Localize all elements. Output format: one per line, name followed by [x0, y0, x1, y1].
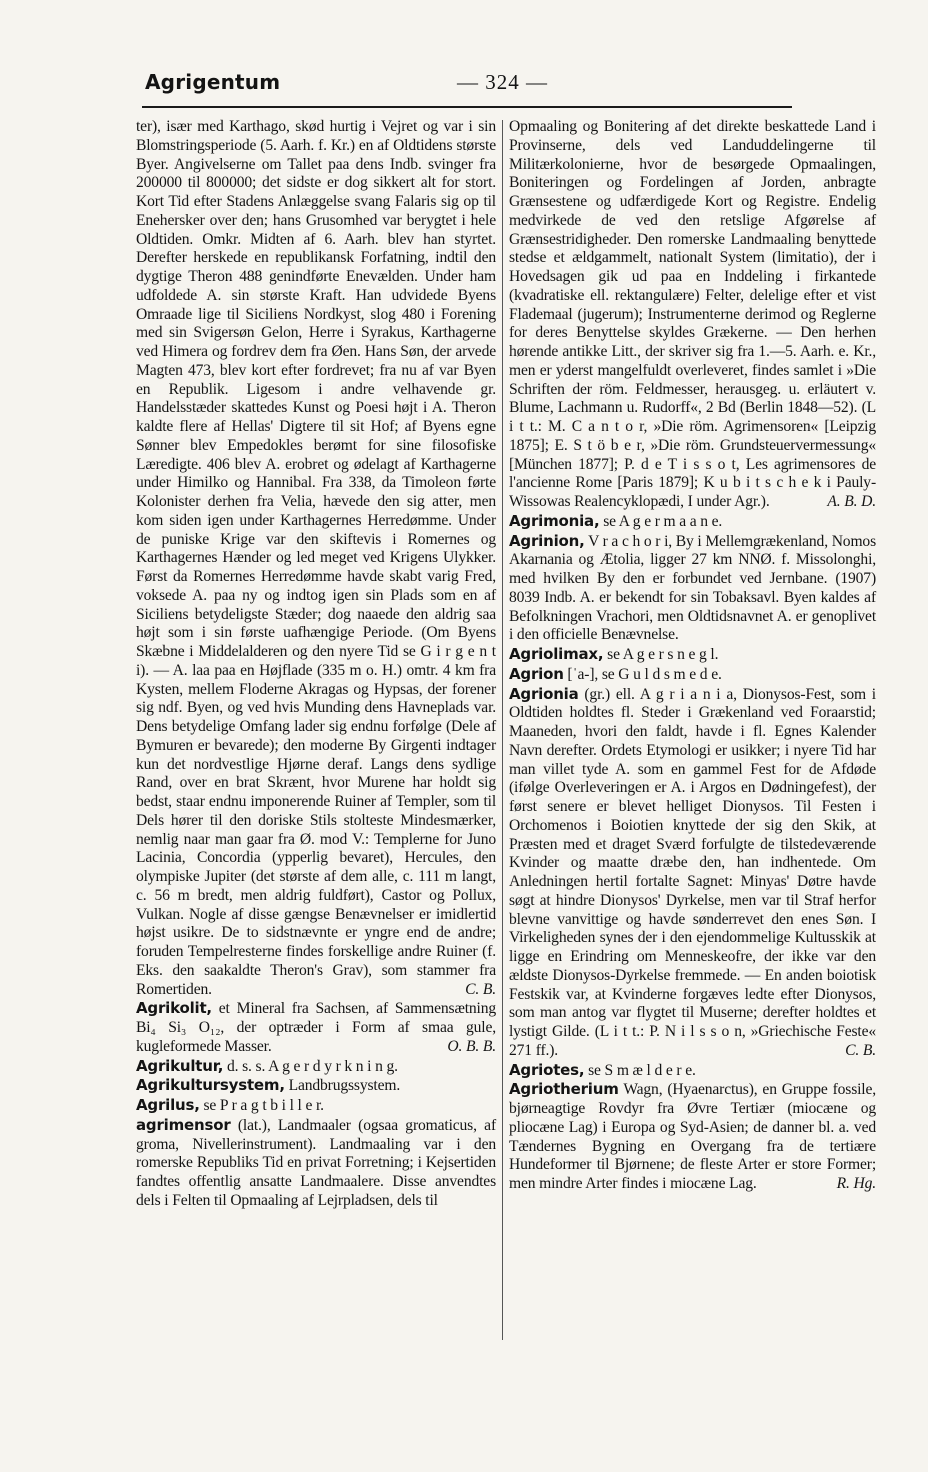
entry-text: [ˈa-], se G u l d s m e d e. [563, 665, 722, 683]
entry-text: et Mineral fra Sachsen, af Sammensætning Bi₄ Si₃ O₁₂, der optræder i Form af smaa gule, kugleformede Masser. [136, 1000, 496, 1055]
entry-text: Landbrugssystem. [284, 1077, 401, 1095]
dictionary-entry [509, 1080, 876, 1194]
entry-headword: Agrion [509, 664, 564, 683]
entry-list [509, 512, 876, 1194]
dictionary-entry [136, 1076, 496, 1096]
dictionary-entry [509, 532, 876, 646]
page-number: — 324 — [457, 70, 548, 94]
dictionary-entry [509, 512, 876, 532]
entry-text: Wagn, (Hyaenarctus), en Gruppe fossile, bjørneagtige Rovdyr fra Øvre Tertiær (miocæne og pliocæne Lag) i Europa og Syd-Asien; de danner bl. a. ved Tændernes Bygning en Overgang fra de tertiære Hundeformer til Bjørnene; de fleste Arter er store Former; men mindre Arter findes i miocæne Lag. [509, 1081, 876, 1192]
running-title: Agrigentum [145, 70, 281, 94]
entry-text: (gr.) ell. A g r i a n i a, Dionysos-Fest, som i Oldtiden holdtes fl. Steder i Grækenland ved Foraarstid; Maaneden, hvori den faldt, havde i fl. Egnes Kalender Navn derefter. Ordets Etymologi er usikker; i nyere Tid har man villet tyde A. som en gammel Fest for de Afdøde (ifølge Overleveringen er A. i Argos en Dødningefest), der først senere er blevet helliget Dionysos. Til Festen i Orchomenos i Boiotien knyttede der sig den Skik, at Præsten med et draget Sværd forfulgte de tilstedeværende Kvinder og maatte dræbe den, han indhentede. Om Anledningen hertil fortalte Sagnet: Minyas' Døtre havde søgt at hindre Dionysos' Dyrkelse, men var til Straf herfor blevne vanvittige og havde sønderrevet den enes Søn. I Virkeligheden synes der i den ejendommelige Kultusskik at ligge en Erindring om Menneskeofre, der ikke var den ældste Dionysos-Dyrkelse fremmede. — En anden boiotisk Festskik var, at Kvinderne forgæves ledte efter Dionysos, som man antog var flygtet til Muserne; derefter holdtes et lystigt Gilde. (L i t t.: P. N i l s s o n, »Griechische Feste« 271 ff.). [509, 685, 876, 1059]
dictionary-entry [136, 999, 496, 1056]
entry-text: V r a c h o r i, By i Mellemgrækenland, Nomos Akarnania og Ætolia, ligger 27 km NNØ. f. Missolonghi, med hvilken By den er forbundet ved Jernbane. (1907) 8039 Indb. A. er bekendt for sin Tobaksavl. Byen kaldes af Befolkningen Vrachori, men Oldtidsnavnet A. er genoplivet i den officielle Benævnelse. [509, 532, 876, 644]
signature: O. B. B. [447, 1037, 496, 1055]
page-header [145, 64, 785, 104]
dictionary-entry [509, 685, 876, 1061]
entry-headword: Agrinion, [509, 531, 585, 550]
dictionary-entry [509, 645, 876, 665]
continuation-text: ter), især med Karthago, skød hurtig i Vejret og var i sin Blomstringsperiode (5. Aarh. f. Kr.) en af Oldtidens største Byer. Angivelserne om Tallet paa dens Indb. svinger fra 200000 til 800000; det sidste er dog sikkert alt for stort. Kort Tid efter Stadens Anlæggelse svang Falaris sig op til Enehersker over den; hans Grusomhed var berygtet i hele Oldtiden. Omkr. Midten af 6. Aarh. blev han styrtet. Derefter herskede en republikansk Forfatning, indtil den dygtige Theron 488 genindførte Enevælden. Under ham udfoldede A. sin største Kraft. Han udvidede Byens Omraade lige til Siciliens Nordkyst, slog 480 i Forening med sin Svigersøn Gelon, Herre i Syrakus, Karthagerne ved Himera og fordrev dem fra Øen. Hans Søn, der arvede Magten 473, blev kort efter fordrevet; fra nu af var Byen en Republik. Ligesom i andre velhavende gr. Handelsstæder skattedes Kunst og Poesi højt i A. Theron kaldte flere af Hellas' Digtere til sit Hof; af Byens egne Sønner blev Empedokles berømt for sine filosofiske Læredigte. 406 blev A. erobret og ødelagt af Karthagerne under Himilko og Hannibal. Fra 338, da Timoleon førte Kolonister derhen fra Velia, hævede den sig atter, men kom siden igen under Karthagernes Herredømme. Under de puniske Krige var den skiftevis i Romernes og Karthagernes Hænder og led meget ved Krigens Ulykker. Først da Romernes Herredømme havde skabt varig Fred, voksede A. paa ny og indtog igen sin Plads som en af Siciliens betydeligste Stæder; dog naaede den aldrig saa højt som i sin første uafhængige Periode. (Om Byens Skæbne i Middelalderen og den nyere Tid se G i r g e n t i). — A. laa paa en Højflade (335 m o. H.) omtr. 4 km fra Kysten, mellem Floderne Akragas og Hypsas, der forener sig ndf. Byen, og ved hvis Munding dens Havneplads var. Dens betydelige Omfang lader sig endnu forfølge (Dele af Bymuren er bevarede); den moderne By Girgenti indtager kun det nordvestlige Hjørne deraf. Langs dens sydlige Rand, over en brat Skrænt, hvor Murene har holdt sig bedst, staar endnu imponerende Ruiner af Templer, som til Dels hører til den doriske Stils stolteste Mindesmærker, nemlig naar man gaar fra Ø. mod V.: Templerne for Juno Lacinia, Concordia (ypperlig bevaret), Hercules, den olympiske Jupiter (det største af dem alle, c. 111 m langt, c. 56 m bredt, men aldrig fuldført), Castor og Pollux, Vulkan. Nogle af disse gængse Benævnelser er imidlertid højst usikre. De to sidstnævnte er yngre end de andre; foruden Tempelresterne findes forskellige andre Ruiner (f. Eks. den saakaldte Theron's Grav), som stammer fra Romertiden. C. B. [136, 118, 496, 998]
dictionary-entry [136, 1116, 496, 1211]
entry-headword: Agriotes, [509, 1060, 585, 1079]
entry-text: se A g e r s n e g l. [603, 646, 719, 663]
entry-list [136, 999, 496, 1210]
header-rule [142, 106, 792, 108]
signature: R. Hg. [836, 1175, 876, 1192]
entry-headword: Agriolimax, [509, 645, 604, 663]
entry-headword: Agrikultursystem, [136, 1076, 285, 1095]
dictionary-entry [509, 1061, 876, 1081]
entry-text: se A g e r m a a n e. [599, 512, 723, 530]
dictionary-entry [509, 665, 876, 685]
signature: C. B. [845, 1041, 876, 1059]
entry-text: se P r a g t b i l l e r. [199, 1097, 324, 1114]
entry-headword: Agrikultur, [136, 1056, 224, 1075]
entry-text: d. s. s. A g e r d y r k n i n g. [223, 1057, 398, 1075]
dictionary-entry [136, 1057, 496, 1077]
column-divider [502, 120, 503, 1340]
entry-headword: Agrimonia, [509, 511, 600, 530]
entry-headword: Agrionia [509, 684, 579, 703]
left-column [136, 118, 496, 1448]
continuation-text: Opmaaling og Bonitering af det direkte beskattede Land i Provinserne, dels ved Landuddelingerne til Militærkolonierne, hvor de besørgede Opmaalingen, Boniteringen og Fordelingen af Jorden, anbragte Grænsestene og udfærdigede Kort og Registre. Endelig medvirkede de ved den retslige Afgørelse af Grænsestridigheder. Den romerske Landmaaling benyttede stedse et ældgammelt, nationalt System (limitatio), der i Hovedsagen gik ud paa en Inddeling i firkantede (kvadratiske ell. rektangulære) Felter, delelige efter et vist Flademaal (jugerum); Instrumenterne derimod og Reglerne for deres Benyttelse skyldes Grækerne. — Den herhen hørende antikke Litt., der skriver sig fra 1.—5. Aarh. e. Kr., men er yderst mangelfuldt overleveret, findes samlet i »Die Schriften der röm. Feldmesser, herausgeg. u. erläutert v. Blume, Lachmann u. Rudorff«, 2 Bd (Berlin 1848—52). (L i t t.: M. C a n t o r, »Die röm. Agrimensoren« [Leipzig 1875]; E. S t ö b e r, »Die röm. Grundsteuervermessung« [München 1877]; P. d e T i s s o t, Les agrimensores de l'ancienne Rome [Paris 1879]; K u b i t s c h e k i Pauly-Wissowas Realencyklopædi, I under Agr.). A. B. D. [509, 118, 876, 510]
right-column [509, 118, 876, 1448]
dictionary-entry [136, 1096, 496, 1116]
signature: A. B. D. [827, 493, 876, 510]
entry-headword: Agriotherium [509, 1080, 619, 1099]
entry-headword: Agrilus, [136, 1096, 200, 1114]
entry-text: se S m æ l d e r e. [584, 1061, 696, 1079]
entry-headword: Agrikolit, [136, 999, 212, 1018]
signature: C. B. [465, 980, 496, 998]
entry-text: (lat.), Landmaaler (ogsaa gromaticus, af groma, Nivellerinstrument). Landmaaling var i den romerske Republiks Tid en privat Forretning; i Kejsertiden fandtes offentlig ansatte Landmaalere. Disse anvendtes dels i Felten til Opmaaling af Lejrpladsen, dels til [136, 1116, 496, 1209]
entry-headword: agrimensor [136, 1115, 231, 1134]
